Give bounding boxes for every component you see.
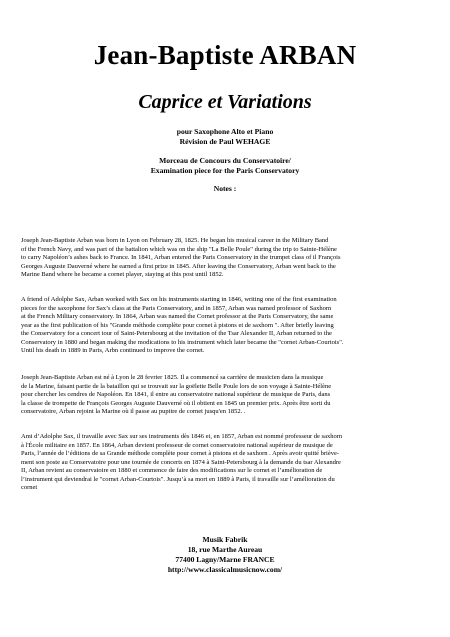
text-line: ment son poste au Conservatoire pour une tournée de concerts en 1874 à Saint-Petersbourg à la demande du tsar Alexandre	[21, 458, 341, 466]
paragraph-fr-sax	[21, 433, 431, 493]
concours-line-fr: Morceau de Concours du Conservatoire/	[159, 156, 291, 165]
text-line: the Conservatory for a concert tour of Saint-Petersbourg at the invitation of the Tsar Alexander II, Arban returned to the	[21, 330, 332, 338]
concours-line-en: Examination piece for the Paris Conservatory	[150, 166, 300, 175]
text-line: Ami d’Adolphe Sax, il travaille avec Sax sur ses instruments dès 1846 et, en 1857, Arban est nommé professeur de saxhorn	[21, 433, 343, 440]
text-line: Paris, l’année de l’éditions de sa Grande méthode complète pour cornet à pistons et de saxhorn . Après avoir quitté briève-	[21, 450, 340, 458]
text-line: la classe de trompette de François Georges Auguste Dauverné où il obtient en 1845 un premier prix. Après être sorti du	[21, 399, 331, 407]
text-line: pieces for the saxophone for Sax’s class at the Paris Conservatory, and in 1857, Arban was named professor of Saxhorn	[21, 304, 332, 312]
notes-label: Notes :	[213, 184, 237, 193]
text-line: at the French Military conservatory. In 1864, Arban was named the Cornet professor at the Paris Conservatory, the same	[21, 313, 334, 321]
publisher-city: 77400 Lagny/Marne FRANCE	[175, 555, 275, 564]
publisher-url: http://www.classicalmusicnow.com/	[167, 565, 283, 574]
text-line: à l'École militaire en 1857. En 1864, Arban devient professeur de cornet conservatoire national supérieur de musique de	[21, 441, 333, 449]
paragraph-en-biography	[21, 237, 431, 280]
text-line: Joseph Jean-Baptiste Arban est né à Lyon le 28 fevrier 1825. Il a commencé sa carrière de musicien dans la musique	[21, 374, 324, 381]
paragraph-fr-biography	[21, 374, 431, 417]
revision-credit: Révision de Paul WEHAGE	[179, 137, 271, 146]
work-title: Caprice et Variations	[138, 91, 312, 113]
text-line: Conservatory in 1880 and began making the modications to his instrument which later became the "cornet Arban-Courtois".	[21, 338, 344, 346]
text-line: de la Marine, faisant partie de la bataillon qui se trouvait sur la goëlette Belle Poule lors de son voyage à Sainte-Hélène	[21, 382, 332, 390]
publisher-street: 18, rue Marthe Aureau	[187, 545, 263, 554]
text-line: II, Arban revient au conservatoire en 1880 et commence de faire des modifications sur le cornet et l’amélioration de	[21, 467, 323, 475]
paragraph-en-sax	[21, 296, 431, 356]
text-line: to carry Napoléon’s ashes back to France. In 1841, Arban entered the Paris Conservatory in the trumpet class of il François	[21, 254, 341, 262]
text-line: of the French Navy, and was part of the battalion which was on the ship "La Belle Poule" during the trip to Sainte-Hélène	[21, 245, 337, 253]
text-line: Joseph Jean-Baptiste Arban was born in Lyon on February 28, 1825. He began his musical career in the Military Band	[21, 237, 329, 244]
text-line: Marine Band where he became a cornet player, staying at this post until 1852.	[21, 271, 224, 279]
text-line: Until his death in 1889 in Paris, Arbn continued to improve the cornet.	[21, 347, 205, 355]
text-line: pour chercher les cendres de Napoléon. En 1841, il entre au conservatoire national supérieur de musique de Paris, dans	[21, 391, 331, 399]
text-line: cornet	[21, 484, 38, 492]
text-line: A friend of Adolphe Sax, Arban worked with Sax on his instruments starting in 1846, writing one of the first examination	[21, 296, 337, 303]
text-line: Georges Auguste Dauverné where he earned a first prize in 1845. After leaving the Conservatory, Arban went back to the	[21, 262, 336, 270]
text-line: conservatoire, Arban rejoint la Marine où il passe au pupitre de cornet jusqu'en 1852. .	[21, 408, 246, 416]
text-line: l’instrument qui deviendrai le "cornet Arban-Courtois". Jusqu’à sa mort en 1889 à Paris, il travaille sur l’amélioration du	[21, 475, 335, 483]
composer-name: Jean-Baptiste ARBAN	[93, 40, 357, 70]
publisher-name: Musik Fabrik	[202, 535, 248, 544]
instrumentation: pour Saxophone Alto et Piano	[176, 127, 274, 136]
text-line: year as the first publication of his "Grande méthode complète pour cornet à pistons et de saxhorn ". After briefly leaving	[21, 321, 334, 329]
